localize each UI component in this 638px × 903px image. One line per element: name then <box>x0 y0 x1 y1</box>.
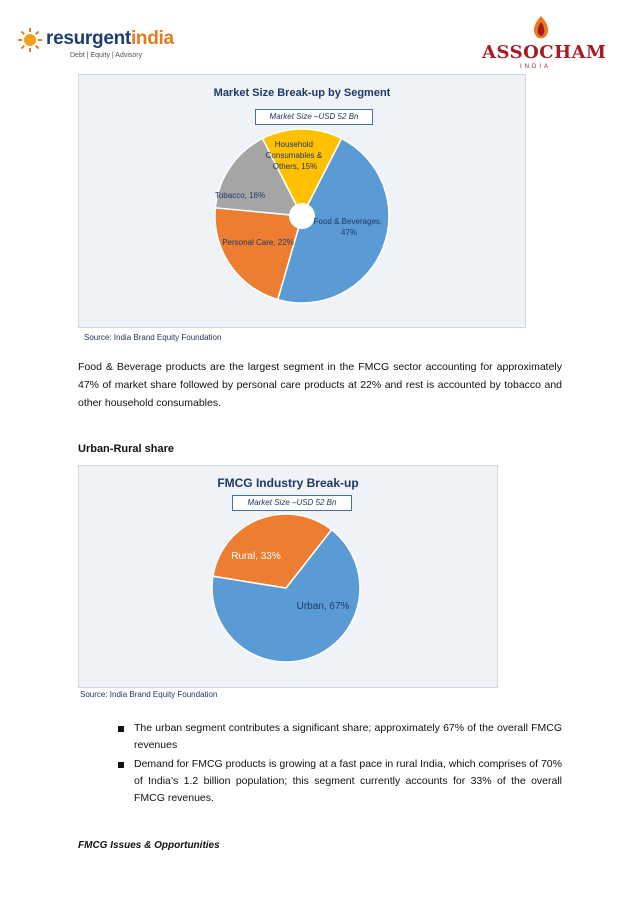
label-personal-care: Personal Care, 22% <box>222 238 294 247</box>
chart-title: Market Size Break-up by Segment <box>213 87 391 99</box>
pie-center-hole <box>289 203 315 229</box>
resurgent-india-logo <box>18 22 178 66</box>
logo-wordmark: ASSOCHAM <box>482 42 607 63</box>
urban-rural-pie <box>79 466 497 687</box>
label-food-beverages: Food & Beverages, 47% <box>313 217 383 237</box>
bullet-item: Demand for FMCG products is growing at a fast pace in rural India, which comprises of 70% of India’s 1.2 billion population; this segment currently accounts for 33% of the overall FMCG revenues. <box>134 758 562 804</box>
footer-title: FMCG Issues & Opportunities <box>78 840 220 851</box>
market-size-label: Market Size –USD 52 Bn <box>255 109 373 125</box>
label-tobacco: Tobacco, 16% <box>214 191 266 200</box>
sun-emblem-icon <box>18 28 42 52</box>
segment-pie <box>79 75 525 327</box>
market-size-label: Market Size –USD 52 Bn <box>232 495 352 511</box>
body-paragraph: Food & Beverage products are the largest segment in the FMCG sector accounting for approximately 47% of market share followed by personal care products at 22% and rest is accounted by tobacco and other household consumables. <box>78 361 562 409</box>
bullet-item: The urban segment contributes a significant share; approximately 67% of the overall FMCG revenues <box>134 722 562 751</box>
segment-chart <box>78 74 526 328</box>
label-household: Household Consumables & Others, 15% <box>265 140 323 171</box>
logo-subtext: INDIA <box>520 64 552 70</box>
chart1-source: Source: India Brand Equity Foundation <box>84 333 222 342</box>
label-rural: Rural, 33% <box>231 551 281 562</box>
bullet-square-icon <box>118 726 124 732</box>
label-urban: Urban, 67% <box>296 601 350 612</box>
section-heading: Urban-Rural share <box>78 443 174 455</box>
urban-rural-chart <box>78 465 498 688</box>
chart-title: FMCG Industry Break-up <box>217 476 359 490</box>
logo-wordmark: resurgentindia <box>46 28 174 49</box>
bullet-square-icon <box>118 762 124 768</box>
assocham-logo <box>476 14 616 74</box>
logo-tagline: Debt | Equity | Advisory <box>70 52 143 59</box>
chart2-source: Source: India Brand Equity Foundation <box>80 690 218 699</box>
flame-emblem-icon <box>526 14 556 42</box>
